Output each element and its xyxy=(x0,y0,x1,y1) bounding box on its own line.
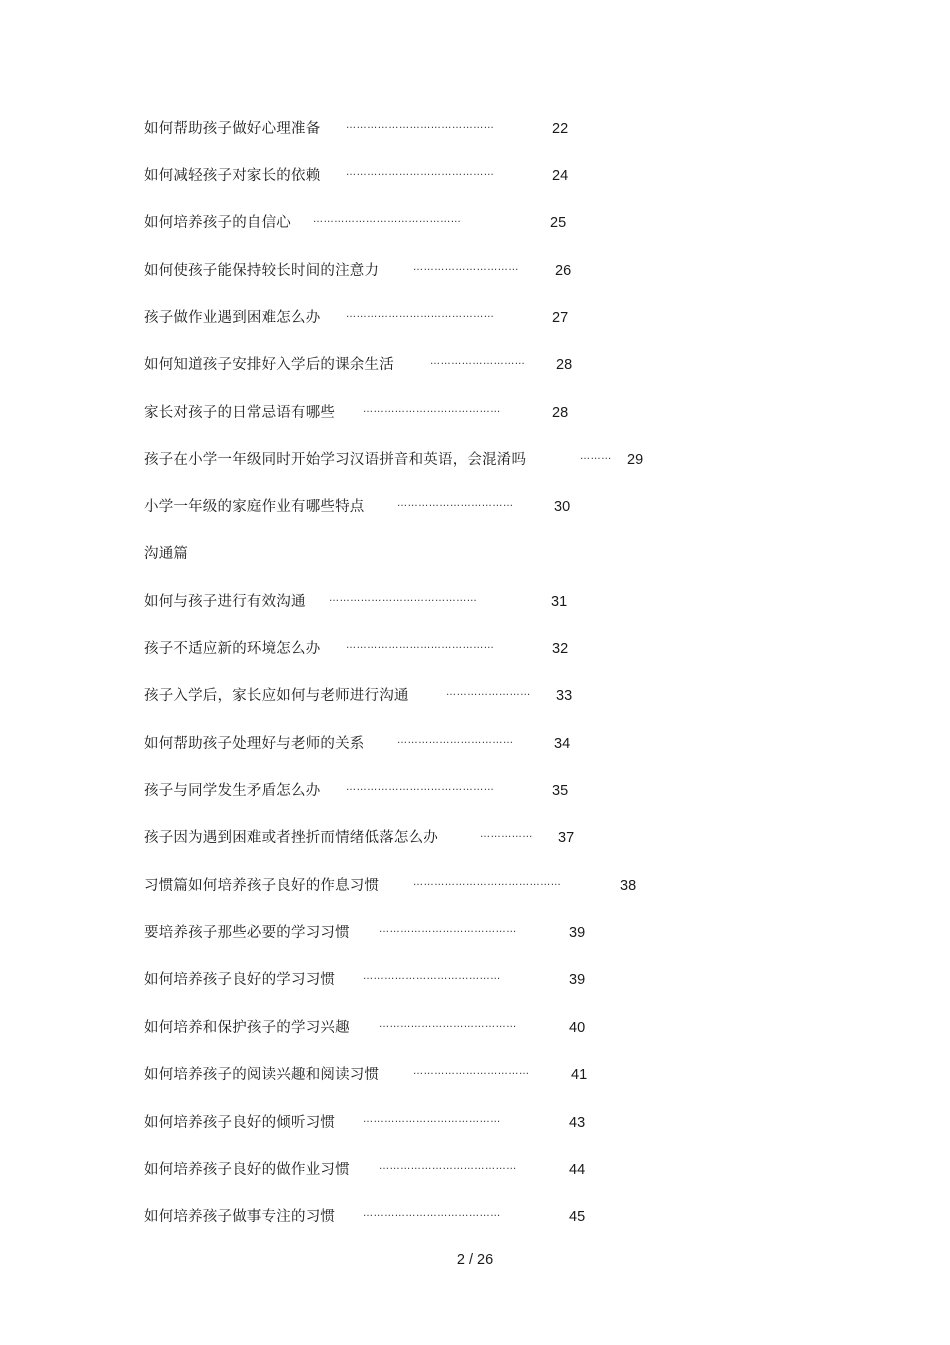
toc-dot-leader: …………………………………… xyxy=(346,782,495,793)
toc-dot-leader: …………………………………… xyxy=(413,877,562,888)
toc-entry[interactable] xyxy=(0,305,950,331)
toc-dot-leader: ……… xyxy=(580,451,612,462)
toc-entry-title: 如何培养孩子良好的倾听习惯 xyxy=(144,1115,336,1131)
toc-entry-title: 如何使孩子能保持较长时间的注意力 xyxy=(144,263,380,279)
toc-entry-title: 小学一年级的家庭作业有哪些特点 xyxy=(144,499,365,515)
toc-entry[interactable] xyxy=(0,636,950,662)
toc-entry-page: 35 xyxy=(552,783,569,799)
toc-dot-leader: ………………………………… xyxy=(379,1161,517,1172)
toc-entry[interactable] xyxy=(0,1110,950,1136)
toc-entry[interactable] xyxy=(0,116,950,142)
toc-entry-page: 28 xyxy=(552,405,569,421)
toc-entry[interactable] xyxy=(0,163,950,189)
toc-entry-title: 如何培养孩子做事专注的习惯 xyxy=(144,1209,336,1225)
toc-entry[interactable] xyxy=(0,1157,950,1183)
toc-entry[interactable] xyxy=(0,541,950,567)
toc-entry-title: 孩子不适应新的环境怎么办 xyxy=(144,641,321,657)
toc-dot-leader: …………………………………… xyxy=(346,120,495,131)
toc-entry[interactable] xyxy=(0,873,950,899)
toc-entry[interactable] xyxy=(0,352,950,378)
toc-dot-leader: …………………………… xyxy=(397,498,514,509)
toc-entry-page: 43 xyxy=(569,1115,586,1131)
toc-entry[interactable] xyxy=(0,258,950,284)
toc-entry-title: 如何帮助孩子做好心理准备 xyxy=(144,121,321,137)
toc-entry[interactable] xyxy=(0,683,950,709)
toc-dot-leader: ………………………………… xyxy=(363,1208,501,1219)
toc-entry-page: 40 xyxy=(569,1020,586,1036)
toc-entry[interactable] xyxy=(0,589,950,615)
toc-entry[interactable] xyxy=(0,210,950,236)
toc-dot-leader: ………………………………… xyxy=(363,1114,501,1125)
toc-entry[interactable] xyxy=(0,400,950,426)
toc-dot-leader: …………………………… xyxy=(397,735,514,746)
toc-entry-title: 如何与孩子进行有效沟通 xyxy=(144,594,306,610)
toc-entry-title: 如何培养孩子良好的做作业习惯 xyxy=(144,1162,350,1178)
toc-dot-leader: …………… xyxy=(480,829,533,840)
toc-entry[interactable] xyxy=(0,1062,950,1088)
toc-dot-leader: …………………………… xyxy=(413,1066,530,1077)
toc-entry-title: 孩子入学后，家长应如何与老师进行沟通 xyxy=(144,688,409,704)
toc-entry-title: 如何知道孩子安排好入学后的课余生活 xyxy=(144,357,394,373)
toc-dot-leader: …………………………………… xyxy=(329,593,478,604)
toc-dot-leader: ………………………………… xyxy=(363,971,501,982)
toc-entry-title: 孩子因为遇到困难或者挫折而情绪低落怎么办 xyxy=(144,830,438,846)
toc-entry[interactable] xyxy=(0,447,950,473)
toc-entry-title: 要培养孩子那些必要的学习习惯 xyxy=(144,925,350,941)
toc-entry[interactable] xyxy=(0,1015,950,1041)
toc-entry-page: 37 xyxy=(558,830,575,846)
toc-dot-leader: …………………………………… xyxy=(313,214,462,225)
toc-entry[interactable] xyxy=(0,778,950,804)
toc-entry-page: 34 xyxy=(554,736,571,752)
toc-entry-title: 如何培养和保护孩子的学习兴趣 xyxy=(144,1020,350,1036)
toc-entry[interactable] xyxy=(0,825,950,851)
toc-entry-title: 沟通篇 xyxy=(144,546,189,562)
toc-dot-leader: …………………………………… xyxy=(346,167,495,178)
toc-entry[interactable] xyxy=(0,494,950,520)
toc-entry-page: 39 xyxy=(569,972,586,988)
toc-entry-title: 习惯篇如何培养孩子良好的作息习惯 xyxy=(144,878,380,894)
toc-entry-title: 如何减轻孩子对家长的依赖 xyxy=(144,168,321,184)
toc-entry-page: 44 xyxy=(569,1162,586,1178)
toc-entry-page: 33 xyxy=(556,688,573,704)
toc-entry[interactable] xyxy=(0,731,950,757)
toc-entry-title: 孩子与同学发生矛盾怎么办 xyxy=(144,783,321,799)
toc-entry-page: 31 xyxy=(551,594,568,610)
toc-entry[interactable] xyxy=(0,920,950,946)
toc-entry-page: 30 xyxy=(554,499,571,515)
toc-dot-leader: ……………………… xyxy=(430,356,526,367)
toc-entry[interactable] xyxy=(0,967,950,993)
page-number: 2 / 26 xyxy=(456,1252,494,1268)
toc-entry-page: 28 xyxy=(556,357,573,373)
toc-entry-title: 如何培养孩子良好的学习习惯 xyxy=(144,972,336,988)
toc-dot-leader: …………………………………… xyxy=(346,309,495,320)
toc-entry-page: 41 xyxy=(571,1067,588,1083)
toc-entry-title: 孩子做作业遇到困难怎么办 xyxy=(144,310,321,326)
toc-entry-title: 孩子在小学一年级同时开始学习汉语拼音和英语，会混淆吗 xyxy=(144,452,527,468)
toc-entry-page: 39 xyxy=(569,925,586,941)
toc-entry[interactable] xyxy=(0,1204,950,1230)
toc-entry-title: 家长对孩子的日常忌语有哪些 xyxy=(144,405,336,421)
toc-dot-leader: ………………………………… xyxy=(379,924,517,935)
toc-entry-page: 25 xyxy=(550,215,567,231)
toc-dot-leader: ………………………………… xyxy=(379,1019,517,1030)
toc-dot-leader: …………………………………… xyxy=(346,640,495,651)
toc-entry-page: 29 xyxy=(627,452,644,468)
toc-dot-leader: ………………………………… xyxy=(363,404,501,415)
toc-entry-page: 27 xyxy=(552,310,569,326)
toc-entry-page: 26 xyxy=(555,263,572,279)
toc-entry-page: 24 xyxy=(552,168,569,184)
toc-entry-title: 如何培养孩子的自信心 xyxy=(144,215,291,231)
toc-dot-leader: …………………… xyxy=(446,687,531,698)
toc-entry-page: 38 xyxy=(620,878,637,894)
toc-entry-page: 32 xyxy=(552,641,569,657)
toc-entry-title: 如何培养孩子的阅读兴趣和阅读习惯 xyxy=(144,1067,380,1083)
toc-entry-page: 45 xyxy=(569,1209,586,1225)
toc-dot-leader: ………………………… xyxy=(413,262,519,273)
toc-entry-title: 如何帮助孩子处理好与老师的关系 xyxy=(144,736,365,752)
toc-entry-page: 22 xyxy=(552,121,569,137)
